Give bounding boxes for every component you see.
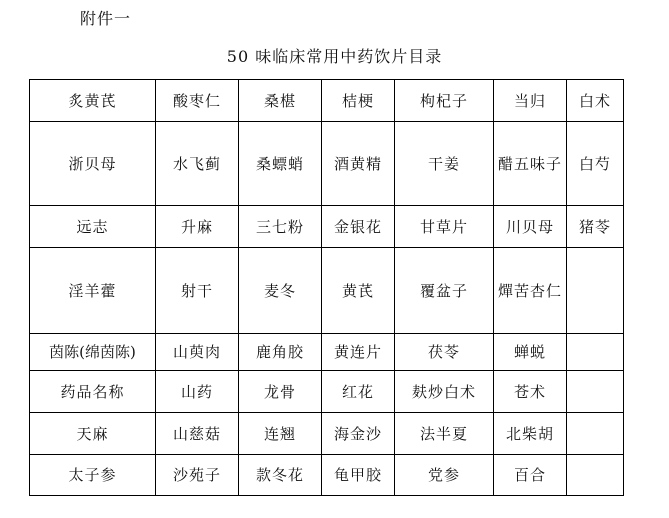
table-cell: 黄芪 (322, 248, 395, 334)
table-row (30, 371, 624, 413)
table-cell: 远志 (30, 206, 156, 248)
table-cell: 升麻 (156, 206, 239, 248)
table-cell: 天麻 (30, 413, 156, 455)
table-cell: 浙贝母 (30, 122, 156, 206)
table-cell: 药品名称 (30, 371, 156, 413)
table-cell: 山药 (156, 371, 239, 413)
table-cell: 麦冬 (239, 248, 322, 334)
table-row (30, 206, 624, 248)
table-cell: 三七粉 (239, 206, 322, 248)
table-cell: 酒黄精 (322, 122, 395, 206)
table-cell: 炙黄芪 (30, 80, 156, 122)
table-cell: 沙苑子 (156, 455, 239, 496)
table-cell: 白术 (567, 80, 624, 122)
table-cell: 款冬花 (239, 455, 322, 496)
table-cell: 海金沙 (322, 413, 395, 455)
table-cell: 桑螵蛸 (239, 122, 322, 206)
table-cell: 酸枣仁 (156, 80, 239, 122)
table-cell (567, 413, 624, 455)
table-cell: 红花 (322, 371, 395, 413)
table-row (30, 455, 624, 496)
table-row (30, 80, 624, 122)
table-cell: 苍术 (494, 371, 567, 413)
herb-catalog-table (29, 79, 624, 496)
table-cell: 百合 (494, 455, 567, 496)
table-cell: 覆盆子 (395, 248, 494, 334)
table-cell: 水飞蓟 (156, 122, 239, 206)
table-cell: 党参 (395, 455, 494, 496)
table-cell: 北柴胡 (494, 413, 567, 455)
table-cell: 猪苓 (567, 206, 624, 248)
table-row (30, 122, 624, 206)
table-cell: 甘草片 (395, 206, 494, 248)
table-cell: 川贝母 (494, 206, 567, 248)
table-cell: 茯苓 (395, 334, 494, 371)
table-cell: 麸炒白术 (395, 371, 494, 413)
table-cell (567, 248, 624, 334)
table-cell: 桔梗 (322, 80, 395, 122)
table-row (30, 334, 624, 371)
attachment-label: 附件一 (80, 9, 132, 28)
table-cell: 龙骨 (239, 371, 322, 413)
table-cell: 龟甲胶 (322, 455, 395, 496)
table-cell: 蝉蜕 (494, 334, 567, 371)
table-cell: 淫羊藿 (30, 248, 156, 334)
table-cell: 白芍 (567, 122, 624, 206)
table-cell: 枸杞子 (395, 80, 494, 122)
table-cell: 燀苦杏仁 (494, 248, 567, 334)
table-cell: 金银花 (322, 206, 395, 248)
table-cell: 干姜 (395, 122, 494, 206)
table-cell: 太子参 (30, 455, 156, 496)
table-row (30, 413, 624, 455)
table-row (30, 248, 624, 334)
table-cell: 山慈菇 (156, 413, 239, 455)
document-title: 50 味临床常用中药饮片目录 (226, 47, 443, 66)
table-cell: 桑椹 (239, 80, 322, 122)
table-cell (567, 455, 624, 496)
table-cell: 茵陈(绵茵陈) (30, 334, 156, 371)
table-cell: 黄连片 (322, 334, 395, 371)
table-cell: 连翘 (239, 413, 322, 455)
table-cell: 鹿角胶 (239, 334, 322, 371)
table-cell: 醋五味子 (494, 122, 567, 206)
table-cell: 当归 (494, 80, 567, 122)
table-cell (567, 334, 624, 371)
table-cell: 山萸肉 (156, 334, 239, 371)
table-cell: 射干 (156, 248, 239, 334)
table-cell: 法半夏 (395, 413, 494, 455)
table-cell (567, 371, 624, 413)
